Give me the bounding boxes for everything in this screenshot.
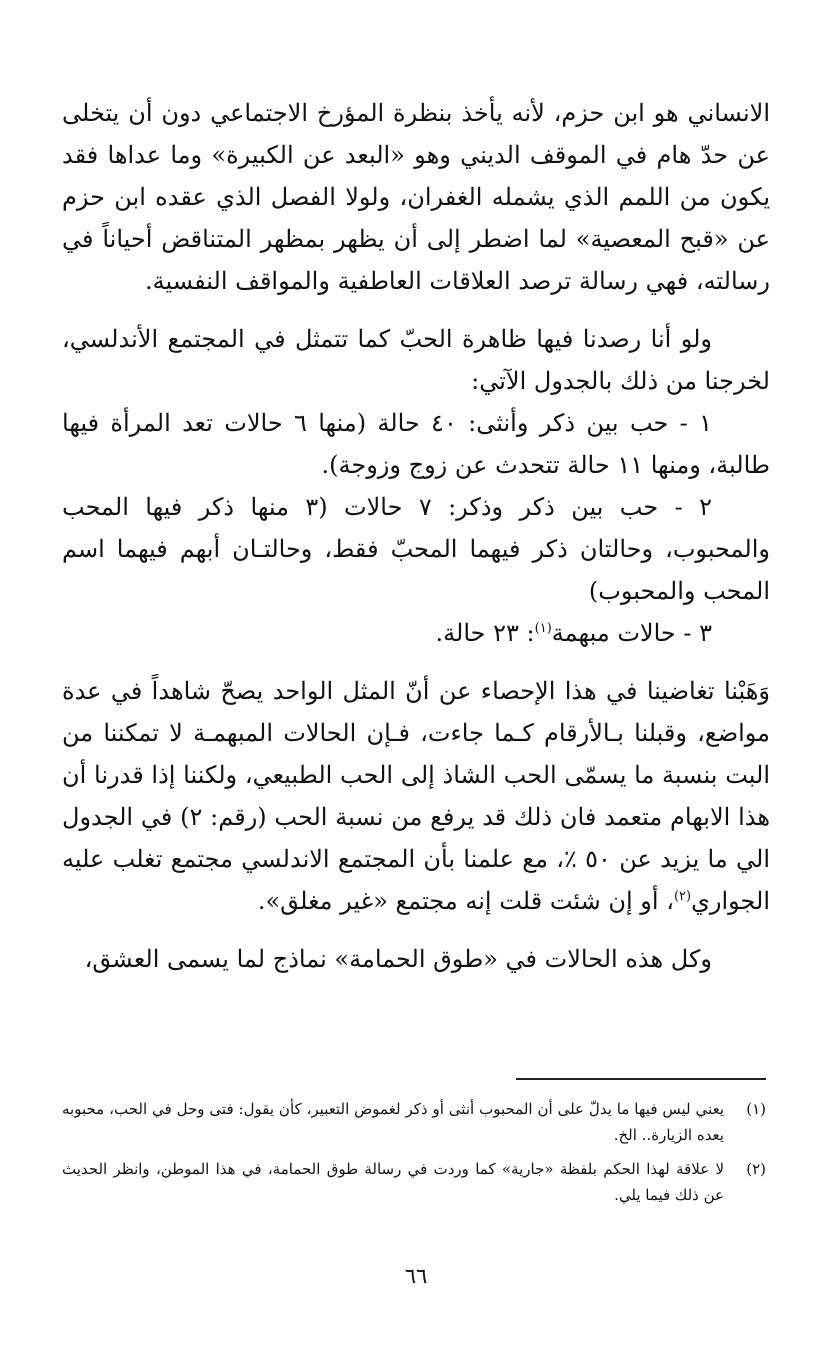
footnote-number: (٢) (746, 1160, 766, 1178)
footnote-divider (516, 1078, 766, 1080)
footnote-ref-2: (٢) (673, 889, 692, 904)
paragraph-1: الانساني هو ابن حزم، لأنه يأخذ بنظرة المؤرخ الاجتماعي دون أن يتخلى عن حدّ هام في الموقف الديني وهو «البعد عن الكبيرة» وما عداها فقد يكون من اللمم الذي يشمله الغفران، ولولا الفصل الذي عقده ابن حزم عن «قبح المعصية» لما اضطر إلى أن يظهر بمظهر المتناقض أحياناً في رسالته، فهي رسالة ترصد العلاقات العاطفية والمواقف النفسية. (62, 99, 770, 295)
list-item-3 (62, 612, 770, 654)
paragraph-3-tail: ، أو إن شئت قلت إنه مجتمع «غير مغلق». (257, 887, 674, 915)
main-text (62, 92, 770, 980)
page-number: ٦٦ (404, 1264, 428, 1288)
paragraph-3 (62, 670, 770, 922)
footnote-1 (62, 1096, 766, 1148)
footnote-text: يعني ليس فيها ما يدلّ على أن المحبوب أنثى أو ذكر لغموض التعبير، كأن يقول: فتى وحل في الحب، محبوبه يعده الزيارة.. الخ. (62, 1100, 724, 1144)
list-item-3-text: ٣ - حالات مبهمة (551, 619, 712, 647)
footnote-text: لا علاقة لهذا الحكم بلفظة «جارية» كما وردت في رسالة طوق الحمامة، في هذا الموطن، وانظر الحديث عن ذلك فيما يلي. (62, 1160, 724, 1204)
footnote-ref-1: (١) (534, 621, 552, 636)
footnote-number: (١) (746, 1100, 766, 1118)
list-item-3-value: : ٢٣ حالة. (435, 619, 535, 647)
list-item-2: ٢ - حب بين ذكر وذكر: ٧ حالات (٣ منها ذكر فيها المحب والمحبوب، وحالتان ذكر فيهما المحبّ فقط، وحالتـان أبهم فيهما اسم المحب والمحبوب) (62, 493, 770, 605)
paragraph-2: ولو أنا رصدنا فيها ظاهرة الحبّ كما تتمثل في المجتمع الأندلسي، لخرجنا من ذلك بالجدول الآتي: (62, 325, 770, 395)
footnote-2 (62, 1156, 766, 1208)
paragraph-3-text: وَهَبْنا تغاضينا في هذا الإحصاء عن أنّ المثل الواحد يصحّ شاهداً في عدة مواضع، وقبلنا بـالأرقام كـما جاءت، فـإن الحالات المبهمـة لا تمكننا من البت بنسبة ما يسمّى الحب الشاذ إلى الحب الطبيعي، ولكننا إذا قدرنا أن هذا الابهام متعمد فان ذلك قد يرفع من نسبة الحب (رقم: ٢) في الجدول الي ما يزيد عن ٥٠ ٪، مع علمنا بأن المجتمع الاندلسي مجتمع تغلب عليه الجواري (62, 677, 770, 915)
list-item-1: ١ - حب بين ذكر وأنثى: ٤٠ حالة (منها ٦ حالات تعد المرأة فيها طالبة، ومنها ١١ حالة تتحدث عن زوج وزوجة). (62, 409, 770, 479)
footnotes (62, 1096, 766, 1216)
paragraph-4: وكل هذه الحالات في «طوق الحمامة» نماذج لما يسمى العشق، (84, 945, 712, 973)
